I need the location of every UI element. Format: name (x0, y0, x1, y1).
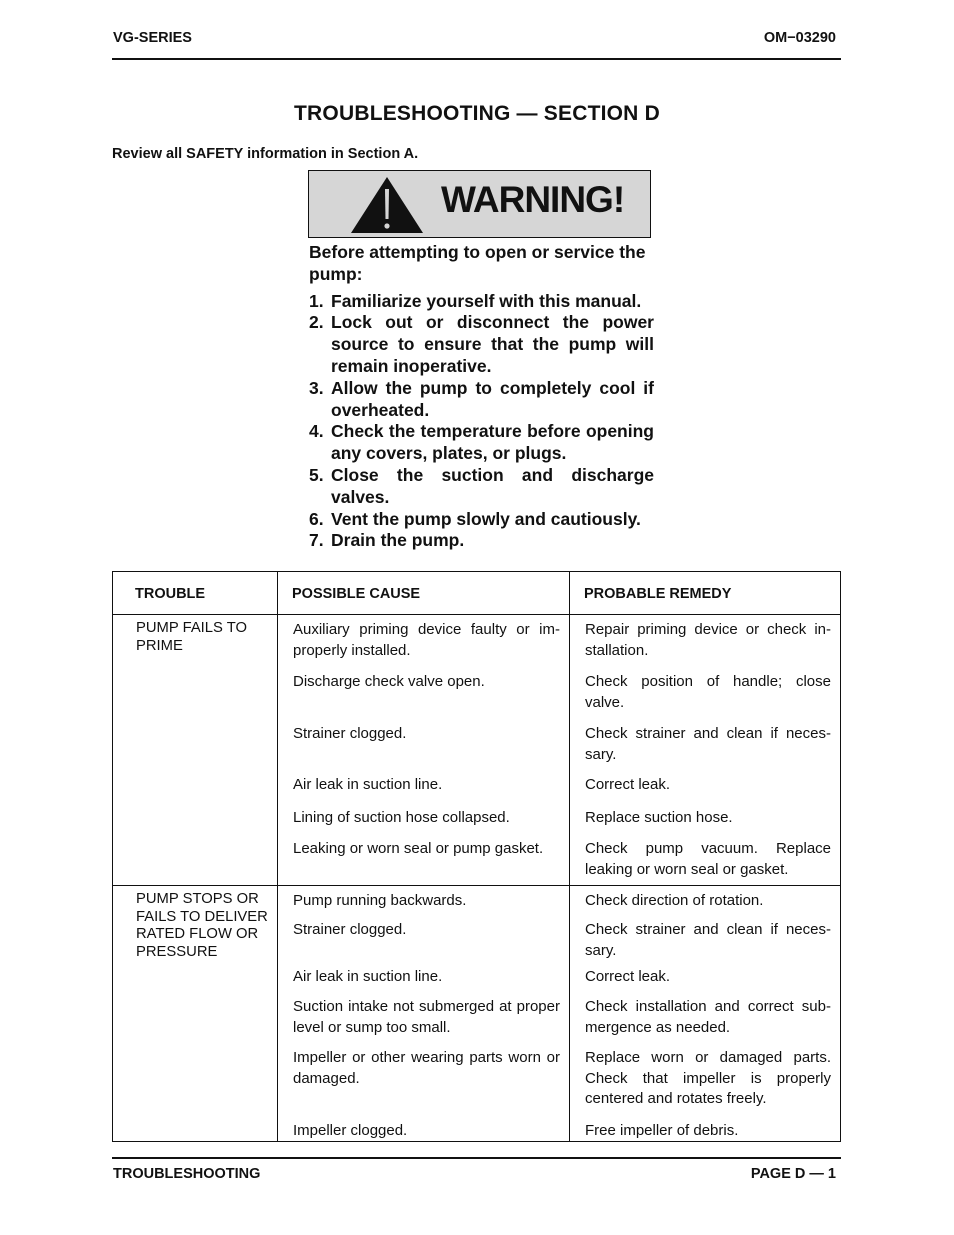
column-header-remedy: PROBABLE REMEDY (570, 572, 841, 615)
warning-step: 5. Close the suction and discharge valves. (309, 464, 654, 507)
remedy-item: Correct leak. (585, 968, 671, 985)
remedy-item: Replace suction hose. (585, 809, 733, 826)
table-row (113, 615, 841, 886)
warning-step: 7. Drain the pump. (309, 530, 465, 551)
header-doc-number: OM−03290 (763, 30, 836, 46)
warning-step: 6. Vent the pump slowly and cautiously. (309, 508, 641, 529)
warning-instructions (309, 242, 654, 552)
warning-step: 3. Allow the pump to completely cool if overheated. (309, 377, 654, 420)
cause-cell (278, 886, 570, 1142)
cause-item: Air leak in suction line. (293, 968, 443, 985)
cause-item: Discharge check valve open. (293, 673, 485, 690)
table-row (113, 886, 841, 1142)
column-header-trouble: TROUBLE (113, 572, 278, 615)
remedy-cell (570, 886, 841, 1142)
cause-item: Air leak in suction line. (293, 776, 443, 793)
trouble-label: PUMP STOPS OR FAILS TO DELIVER RATED FLOW OR PRESSURE (136, 891, 268, 960)
remedy-item: Replace worn or damaged parts. Check that impeller is properly centered and rotates freely. (585, 1049, 831, 1107)
troubleshooting-table (112, 571, 841, 1142)
cause-item: Suction intake not submerged at proper level or sump too small. (293, 998, 560, 1036)
page-title: TROUBLESHOOTING — SECTION D (294, 102, 660, 125)
cause-item: Impeller clogged. (293, 1122, 408, 1139)
footer-rule (112, 1157, 841, 1159)
remedy-item: Check strainer and clean if necessary. (585, 725, 831, 763)
cause-item: Pump running backwards. (293, 892, 467, 909)
warning-steps (309, 291, 654, 553)
column-header-cause: POSSIBLE CAUSE (278, 572, 570, 615)
cause-item: Impeller or other wearing parts worn or damaged. (293, 1049, 560, 1087)
cause-item: Strainer clogged. (293, 921, 407, 938)
cause-item: Strainer clogged. (293, 725, 407, 742)
trouble-cell (113, 886, 278, 1142)
warning-banner (308, 170, 651, 238)
remedy-cell (570, 615, 841, 886)
remedy-item: Check direction of rotation. (585, 892, 764, 909)
cause-item: Lining of suction hose collapsed. (293, 809, 510, 826)
remedy-item: Check pump vacuum. Replace leaking or worn seal or gasket. (585, 840, 831, 878)
remedy-item: Repair priming device or check installation. (585, 621, 831, 659)
cause-item: Leaking or worn seal or pump gasket. (293, 840, 544, 857)
trouble-label: PUMP FAILS TO PRIME (136, 620, 248, 654)
warning-heading: WARNING! (441, 179, 625, 220)
warning-step: 2. Lock out or disconnect the power source to ensure that the pump will remain inoperative. (309, 312, 654, 376)
remedy-item: Check position of handle; close valve. (585, 673, 831, 711)
cause-item: Auxiliary priming device faulty or improperly installed. (293, 621, 560, 659)
cause-cell (278, 615, 570, 886)
review-note: Review all SAFETY information in Section A. (112, 146, 419, 162)
remedy-item: Free impeller of debris. (585, 1122, 739, 1139)
footer-page-number: PAGE D — 1 (750, 1166, 836, 1182)
table-header-row (113, 572, 841, 615)
remedy-item: Correct leak. (585, 776, 671, 793)
warning-step: 1. Familiarize yourself with this manual. (309, 290, 642, 311)
remedy-item: Check strainer and clean if necessary. (585, 921, 831, 959)
remedy-item: Check installation and correct submergence as needed. (585, 998, 831, 1036)
trouble-cell (113, 615, 278, 886)
footer-section: TROUBLESHOOTING (113, 1166, 261, 1182)
header-rule (112, 58, 841, 60)
warning-intro: Before attempting to open or service the pump: (309, 242, 646, 284)
warning-step: 4. Check the temperature before opening any covers, plates, or plugs. (309, 421, 654, 464)
warning-triangle-icon (349, 175, 425, 235)
header-series: VG-SERIES (113, 30, 192, 46)
